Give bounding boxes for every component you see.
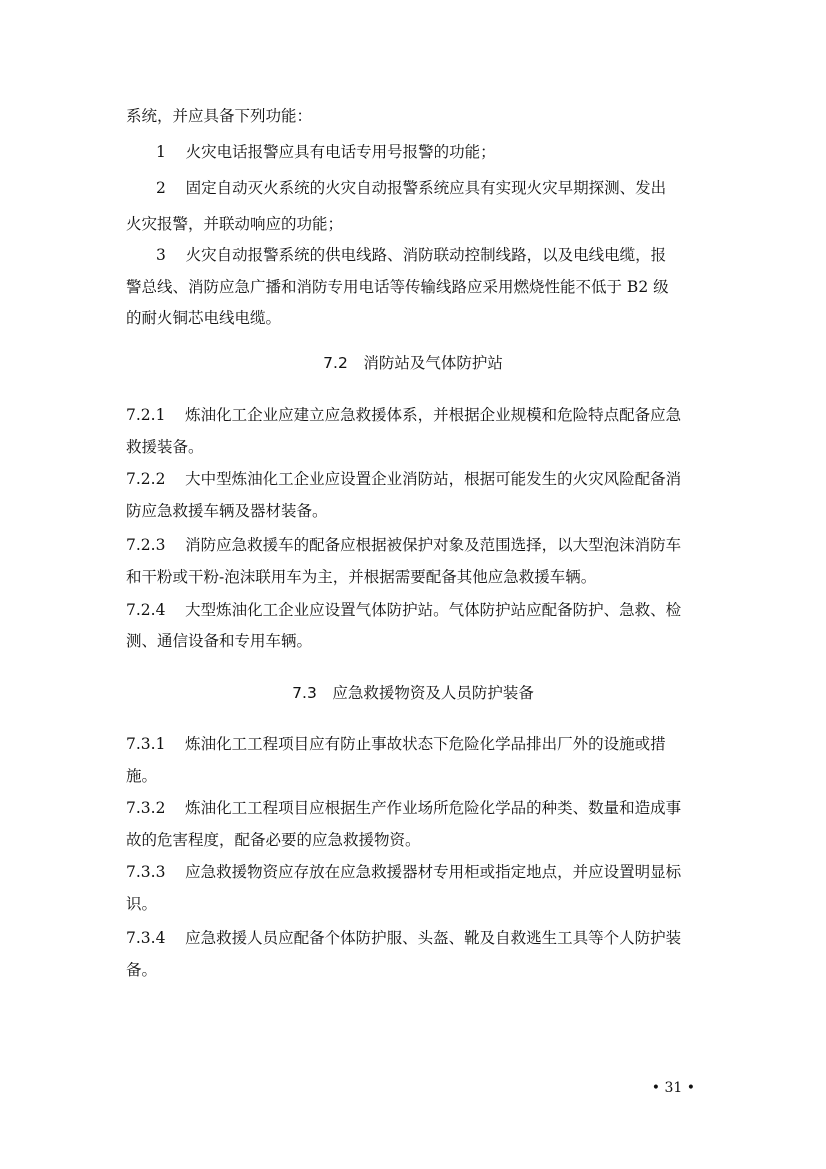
- list-item-3: [156, 245, 666, 265]
- section-heading-7-3: 7.3 应急救援物资及人员防护装备: [292, 684, 534, 702]
- list-item-2: [156, 178, 666, 198]
- clause-7-3-2-cont: 故的危害程度，配备必要的应急救援物资。: [126, 831, 421, 849]
- page-number: • 31 •: [651, 1080, 695, 1096]
- clause-text: 消防应急救援车的配备应根据被保护对象及范围选择，以大型泡沫消防车: [185, 536, 682, 554]
- list-text: 火灾电话报警应具有电话专用号报警的功能；: [185, 143, 496, 161]
- clause-number: 7.2.1: [126, 406, 166, 424]
- clause-7-2-1: [126, 405, 681, 425]
- paragraph-line: 系统，并应具备下列功能：: [126, 107, 313, 125]
- clause-7-3-4: [126, 928, 681, 948]
- clause-text: 大中型炼油化工企业应设置企业消防站，根据可能发生的火灾风险配备消: [185, 470, 682, 488]
- clause-7-2-4: [126, 600, 681, 620]
- list-item-3-cont: 的耐火铜芯电线电缆。: [126, 309, 282, 327]
- clause-text: 炼油化工工程项目应根据生产作业场所危险化学品的种类、数量和造成事: [185, 799, 682, 817]
- clause-7-3-3-cont: 识。: [126, 895, 158, 913]
- list-item-2-cont: 火灾报警，并联动响应的功能；: [126, 215, 344, 233]
- clause-7-3-2: [126, 798, 681, 818]
- clause-text: 炼油化工企业应建立应急救援体系，并根据企业规模和危险特点配备应急: [185, 406, 682, 424]
- list-text: 火灾自动报警系统的供电线路、消防联动控制线路，以及电线电缆，报: [185, 246, 667, 264]
- clause-7-2-3: [126, 535, 681, 555]
- list-text: 固定自动灭火系统的火灾自动报警系统应具有实现火灾早期探测、发出: [185, 179, 667, 197]
- clause-7-2-2: [126, 469, 681, 489]
- clause-7-3-1-cont: 施。: [126, 767, 158, 785]
- list-number: 3: [156, 246, 166, 264]
- clause-7-2-4-cont: 测、通信设备和专用车辆。: [126, 632, 313, 650]
- clause-7-2-2-cont: 防应急救援车辆及器材装备。: [126, 502, 328, 520]
- clause-text: 炼油化工工程项目应有防止事故状态下危险化学品排出厂外的设施或措: [185, 735, 666, 753]
- clause-number: 7.3.3: [126, 863, 166, 881]
- clause-7-3-1: [126, 734, 666, 754]
- clause-7-2-3-cont: 和干粉或干粉-泡沫联用车为主，并根据需要配备其他应急救援车辆。: [126, 568, 597, 586]
- clause-number: 7.3.4: [126, 929, 166, 947]
- list-number: 1: [156, 143, 166, 161]
- list-number: 2: [156, 179, 166, 197]
- clause-7-2-1-cont: 救援装备。: [126, 438, 204, 456]
- clause-number: 7.2.4: [126, 601, 166, 619]
- list-item-1: [156, 142, 496, 162]
- clause-number: 7.3.1: [126, 735, 166, 753]
- list-item-3-cont: 警总线、消防应急广播和消防专用电话等传输线路应采用燃烧性能不低于 B2 级: [126, 278, 669, 296]
- section-heading-7-2: 7.2 消防站及气体防护站: [323, 354, 503, 372]
- clause-7-3-3: [126, 862, 681, 882]
- clause-text: 应急救援人员应配备个体防护服、头盔、靴及自救逃生工具等个人防护装: [185, 929, 682, 947]
- clause-number: 7.2.3: [126, 536, 166, 554]
- clause-number: 7.2.2: [126, 470, 166, 488]
- clause-7-3-4-cont: 备。: [126, 961, 158, 979]
- clause-text: 大型炼油化工企业应设置气体防护站。气体防护站应配备防护、急救、检: [185, 601, 682, 619]
- clause-text: 应急救援物资应存放在应急救援器材专用柜或指定地点，并应设置明显标: [185, 863, 682, 881]
- clause-number: 7.3.2: [126, 799, 166, 817]
